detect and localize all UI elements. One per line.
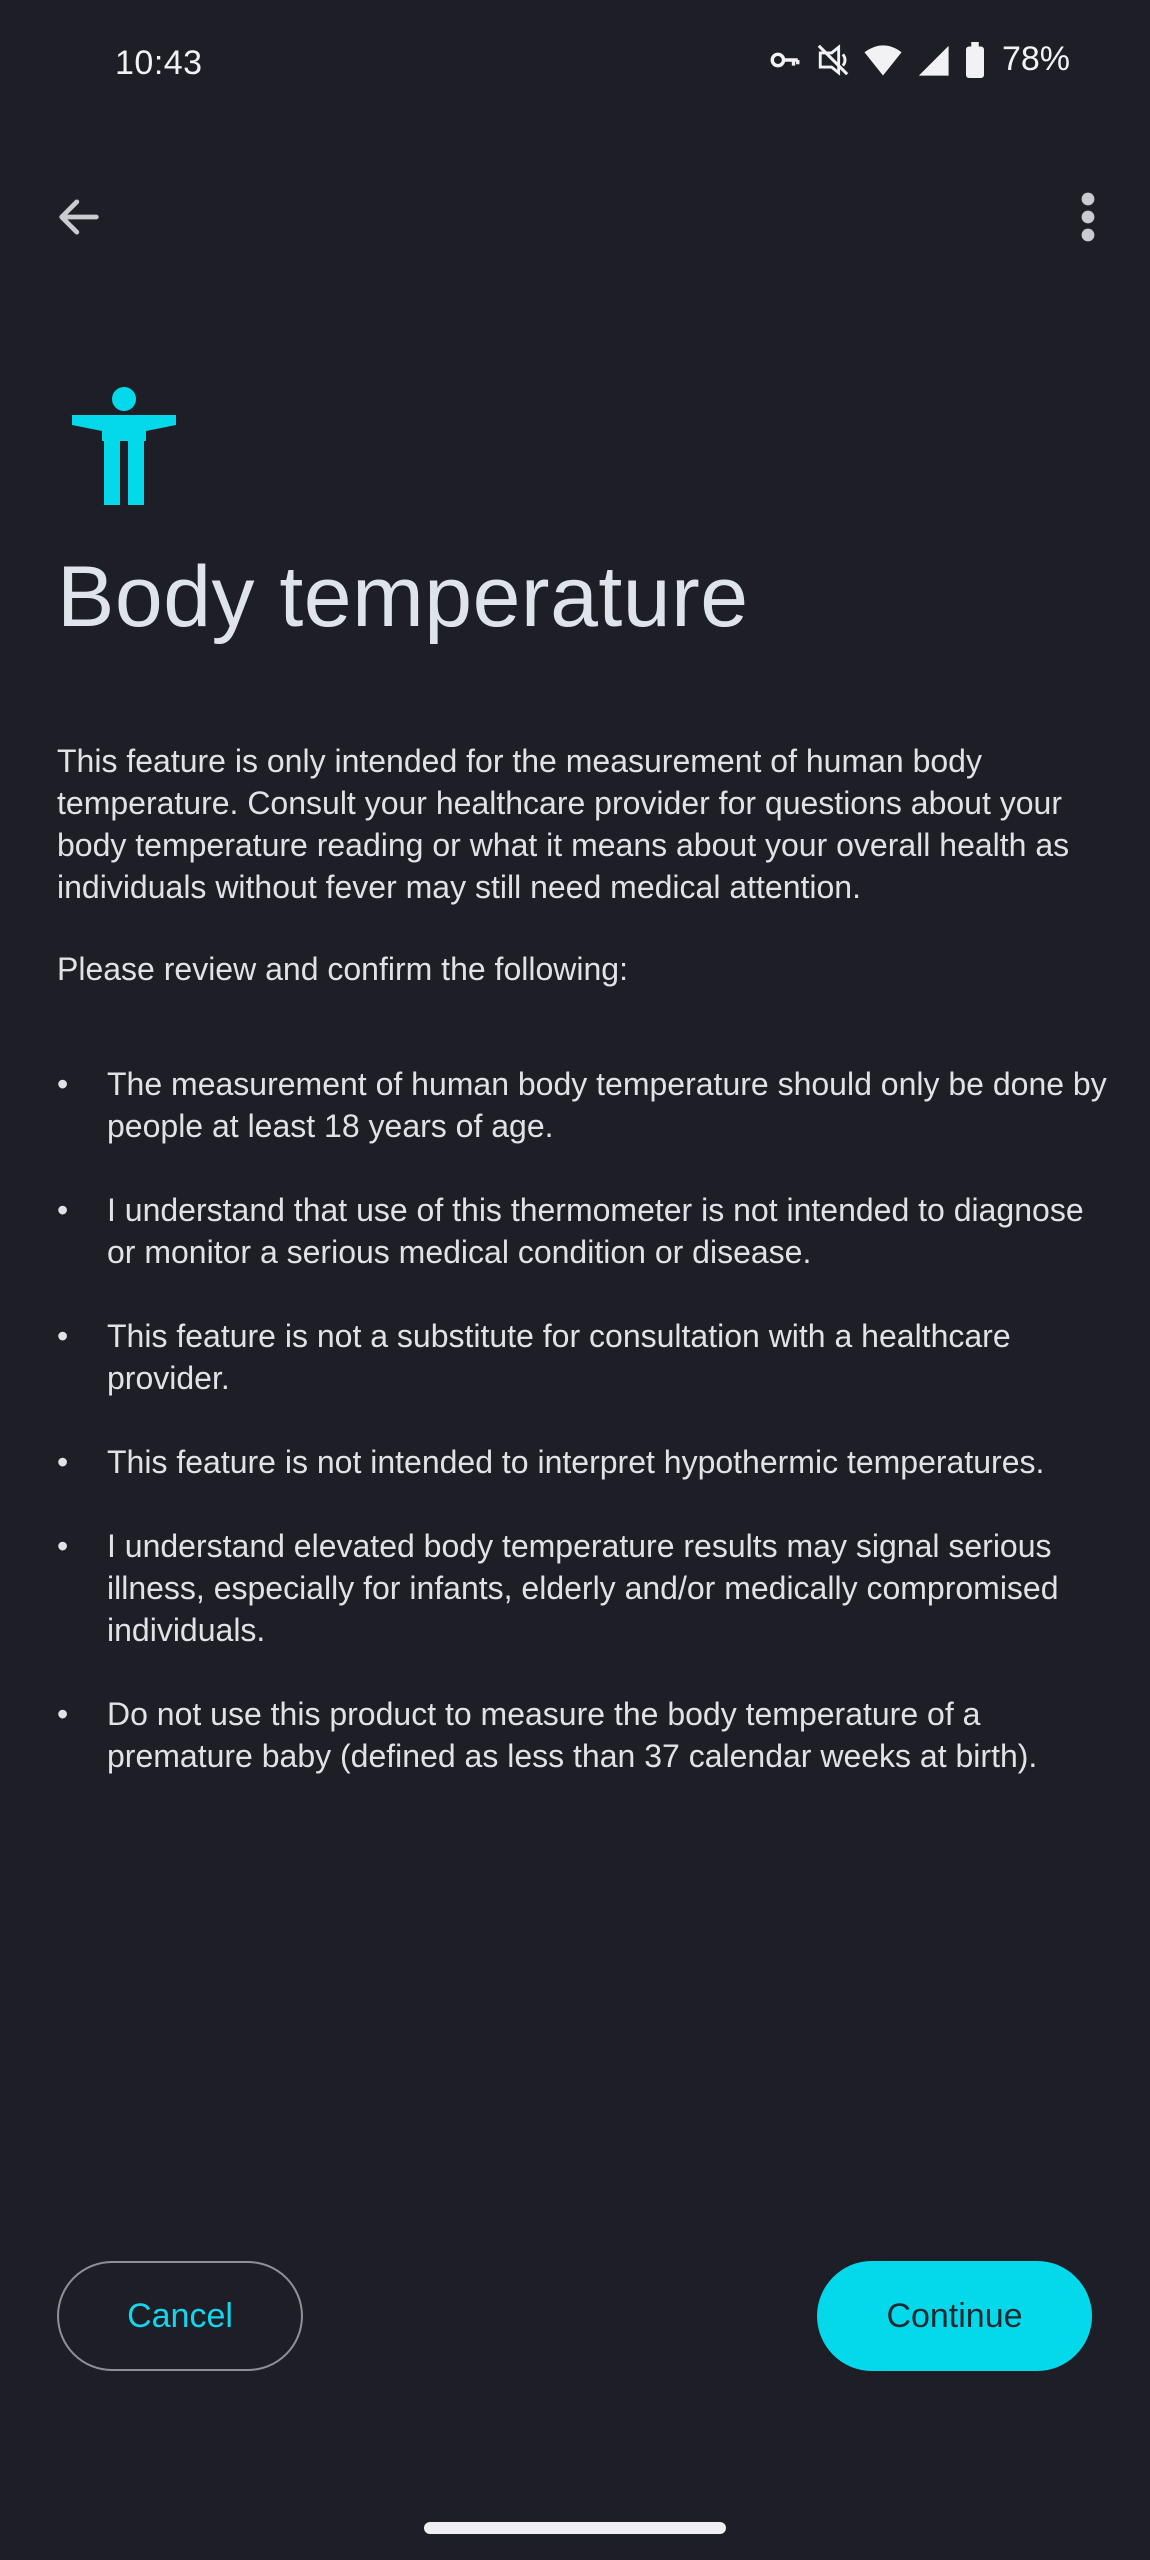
bullet-glyph: •	[57, 1444, 69, 1480]
more-options-button[interactable]	[1056, 180, 1120, 254]
accessibility-person-icon	[70, 385, 178, 505]
bullet-glyph: •	[57, 1696, 69, 1732]
home-indicator[interactable]	[424, 2522, 726, 2534]
vibrate-off-icon	[816, 43, 850, 77]
list-item	[57, 1063, 1117, 1147]
list-item-text: Do not use this product to measure the body temperature of a premature baby (defined as less than 37 calendar weeks at birth).	[107, 1696, 1038, 1774]
list-item	[57, 1441, 1117, 1483]
back-button[interactable]	[42, 180, 116, 254]
review-prompt: Please review and confirm the following:	[57, 951, 628, 987]
status-bar	[0, 0, 1150, 130]
bullet-glyph: •	[57, 1318, 69, 1354]
list-item	[57, 1525, 1117, 1651]
status-time: 10:43	[115, 44, 203, 82]
intro-text: This feature is only intended for the measurement of human body temperature. Consult your healthcare provider for questions about your body temperature reading or what it means about your overall health as individuals without fever may still need medical attention.	[57, 743, 1070, 905]
app-bar	[0, 170, 1150, 270]
page-title: Body temperature	[57, 549, 749, 645]
list-item-text: I understand elevated body temperature results may signal serious illness, especially for infants, elderly and/or medically compromised individuals.	[107, 1528, 1059, 1648]
cell-signal-icon	[916, 43, 950, 77]
list-item-text: This feature is not a substitute for consultation with a healthcare provider.	[107, 1318, 1011, 1396]
list-item-text: I understand that use of this thermometer is not intended to diagnose or monitor a serious medical condition or disease.	[107, 1192, 1084, 1270]
bullet-glyph: •	[57, 1528, 69, 1564]
list-item	[57, 1315, 1117, 1399]
more-vert-icon	[1080, 191, 1096, 243]
wifi-icon	[864, 43, 902, 77]
confirmation-list	[57, 1063, 1117, 1819]
bullet-glyph: •	[57, 1192, 69, 1228]
battery-icon	[964, 42, 986, 78]
list-item	[57, 1189, 1117, 1273]
vpn-key-icon	[768, 43, 802, 77]
arrow-back-icon	[53, 191, 105, 243]
list-item-text: This feature is not intended to interpret hypothermic temperatures.	[107, 1444, 1045, 1480]
cancel-button[interactable]: Cancel	[57, 2261, 303, 2371]
continue-button[interactable]: Continue	[817, 2261, 1092, 2371]
bullet-glyph: •	[57, 1066, 69, 1102]
battery-percent: 78%	[1001, 40, 1070, 78]
list-item-text: The measurement of human body temperature should only be done by people at least 18 years of age.	[107, 1066, 1107, 1144]
list-item	[57, 1693, 1117, 1777]
status-icons	[768, 40, 1070, 79]
